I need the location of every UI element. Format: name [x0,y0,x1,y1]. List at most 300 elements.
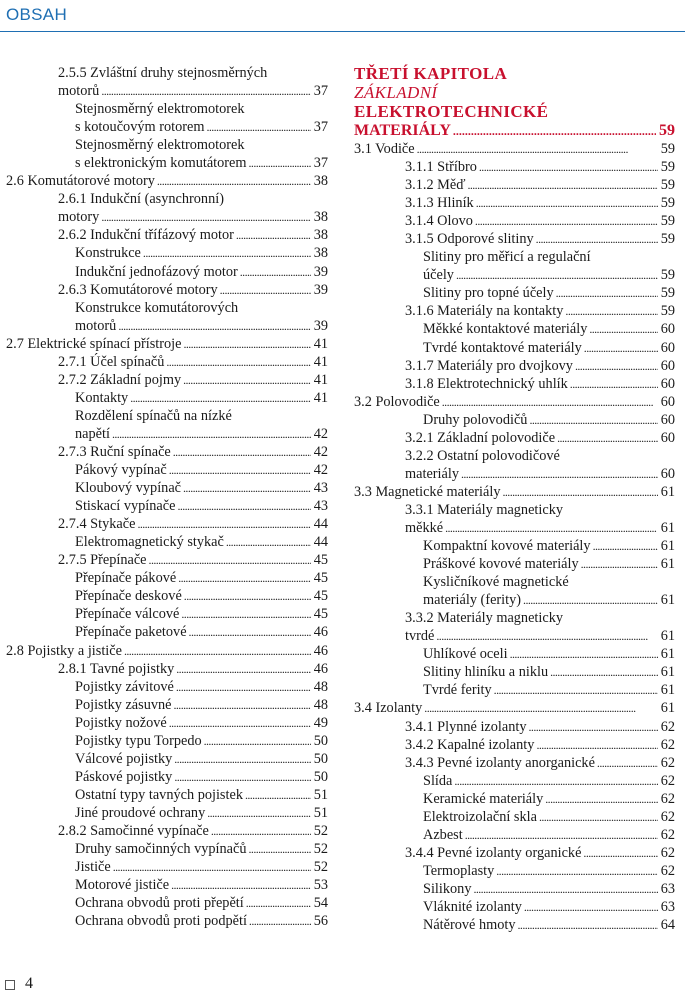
toc-entry-label: Silikony [423,880,472,897]
dot-leader [149,551,311,569]
toc-entry-label: tvrdé [405,628,435,645]
dot-leader [206,118,310,136]
toc-entry[interactable] [354,681,675,699]
dot-leader [524,898,658,916]
toc-entry-label: 3.2.1 Základní polovodiče [405,429,556,446]
toc-entry-label: 3.1.3 Hliník [405,195,474,212]
dot-leader [461,465,658,483]
toc-page-number: 62 [660,844,675,861]
toc-entry[interactable] [354,754,675,772]
dot-leader [473,880,657,898]
toc-entry[interactable] [354,898,675,916]
dot-leader [589,320,657,338]
toc-entry-label: Válcové pojistky [75,750,173,767]
dot-leader [189,623,311,641]
dot-leader [557,429,658,447]
toc-page-number: 43 [313,498,328,515]
dot-leader [529,411,657,429]
toc-page-number: 61 [660,483,675,500]
toc-page-number: 44 [313,534,328,551]
dot-leader [169,461,311,479]
toc-page-number: 50 [313,768,328,785]
toc-entry[interactable] [6,858,328,876]
toc-page-number: 52 [313,822,328,839]
dot-leader [113,858,311,876]
header-rule [0,31,685,32]
dot-leader [183,371,311,389]
toc-entry-label: Pojistky závitové [75,678,174,695]
toc-entry[interactable] [6,912,328,930]
dot-leader [178,569,310,587]
toc-page-number: 37 [313,155,328,172]
toc-entry[interactable] [6,894,328,912]
dot-leader [211,822,311,840]
dot-leader [476,194,658,212]
toc-page-number: 60 [660,321,675,338]
toc-page-number: 46 [313,660,328,677]
dot-leader [539,808,658,826]
toc-entry[interactable] [354,880,675,898]
toc-entry[interactable] [6,515,328,533]
toc-page-number: 60 [660,393,675,410]
toc-entry-label: motorů [75,317,117,334]
toc-entry[interactable] [354,158,675,176]
dot-leader [173,443,311,461]
toc-entry[interactable] [354,699,675,717]
toc-entry[interactable] [354,591,675,609]
toc-entry[interactable] [354,248,675,266]
toc-entry[interactable] [354,176,675,194]
toc-entry-label: 2.7.4 Stykače [58,516,136,533]
dot-leader [510,645,658,663]
toc-entry-label: Elektroizolační skla [423,808,537,825]
toc-entry[interactable] [6,136,328,154]
dot-leader [575,357,658,375]
toc-page-number: 43 [313,480,328,497]
toc-entry[interactable] [354,320,675,338]
toc-entry-label: 2.8 Pojistky a jističe [6,642,122,659]
page-number: 4 [25,975,33,992]
toc-entry-label: Stejnosměrný elektromotorek [75,137,245,154]
toc-entry[interactable] [354,808,675,826]
toc-page-number: 59 [660,213,675,230]
dot-leader [166,353,310,371]
toc-entry-label: 3.4.2 Kapalné izolanty [405,736,535,753]
toc-entry-label: Vláknité izolanty [423,898,522,915]
dot-leader [467,176,657,194]
toc-entry[interactable] [6,407,328,425]
dot-leader [465,826,658,844]
toc-entry-label: 3.1.5 Odporové slitiny [405,231,534,248]
toc-entry[interactable] [6,587,328,605]
toc-entry-label: 3.2.2 Ostatní polovodičové [405,447,560,464]
toc-entry[interactable] [6,750,328,768]
toc-entry[interactable] [6,623,328,641]
dot-leader [112,425,311,443]
dot-leader [565,302,657,320]
toc-entry-label: Indukční jednofázový motor [75,263,238,280]
toc-entry-label: Termoplasty [423,862,495,879]
toc-entry[interactable] [6,678,328,696]
toc-page-number: 51 [313,786,328,803]
toc-entry[interactable] [6,569,328,587]
footer-square-icon [5,980,15,990]
toc-entry[interactable] [6,461,328,479]
chapter-title-line: TŘETÍ KAPITOLA [354,64,508,83]
toc-page-number: 45 [313,606,328,623]
toc-entry-label: Druhy samočinných vypínačů [75,841,247,858]
dot-leader [550,663,658,681]
dot-leader [101,82,310,100]
toc-page-number: 38 [313,209,328,226]
dot-leader [169,714,311,732]
toc-page-number: 59 [660,159,675,176]
toc-entry[interactable] [6,443,328,461]
toc-entry-label: měkké [405,519,444,536]
dot-leader [536,230,658,248]
toc-page-number: 46 [313,624,328,641]
toc-entry-label: Jističe [75,859,111,876]
toc-entry[interactable] [354,357,675,375]
toc-entry[interactable] [6,317,328,335]
chapter-title-line: ZÁKLADNÍ [354,83,438,102]
toc-page-number: 39 [313,281,328,298]
toc-page-number: 61 [660,592,675,609]
toc-page-number: 62 [660,718,675,735]
page-header [0,0,685,33]
dot-leader [207,804,310,822]
toc-page-number: 59 [660,303,675,320]
toc-page-number: 61 [660,664,675,681]
toc-entry-label: Pojistky typu Torpedo [75,732,202,749]
toc-page-number: 41 [313,335,328,352]
toc-entry[interactable] [354,645,675,663]
toc-page-number: 42 [313,425,328,442]
toc-entry[interactable] [354,266,675,284]
dot-leader [518,916,658,934]
dot-leader [174,768,310,786]
toc-page-number: 41 [313,371,328,388]
toc-entry[interactable] [354,663,675,681]
toc-right-entries [354,140,675,934]
toc-entry-label: Slitiny pro topné účely [423,285,554,302]
toc-entry-label: Přepínače pákové [75,570,177,587]
dot-leader [124,642,311,660]
toc-page-number: 60 [660,465,675,482]
toc-entry[interactable] [6,244,328,262]
toc-entry[interactable] [354,212,675,230]
toc-entry-label: Slída [423,772,453,789]
toc-entry-label: 3.3.1 Materiály magneticky [405,501,564,518]
toc-entry[interactable] [354,465,675,483]
dot-leader [593,537,658,555]
toc-entry-label: motory [58,209,100,226]
dot-leader [249,840,311,858]
toc-entry-label: Stejnosměrný elektromotorek [75,101,245,118]
toc-entry-label: 3.2 Polovodiče [354,393,440,410]
toc-entry-label: 3.1.4 Olovo [405,213,473,230]
toc-page-number: 61 [660,646,675,663]
toc-entry-label: Pojistky nožové [75,714,167,731]
toc-page-number: 60 [660,357,675,374]
toc-entry-label: Elektromagnetický stykač [75,534,224,551]
dot-leader [584,339,658,357]
dot-leader [479,158,658,176]
dot-leader [176,678,311,696]
toc-entry[interactable] [6,876,328,894]
dot-leader [183,479,311,497]
toc-page-number: 38 [313,227,328,244]
toc-entry-label: Jiné proudové ochrany [75,804,206,821]
toc-page-number: 45 [313,552,328,569]
chapter-page-number: 59 [659,122,675,139]
toc-page-number: 62 [660,754,675,771]
dot-leader [581,555,658,573]
toc-entry[interactable] [6,786,328,804]
toc-entry[interactable] [6,353,328,371]
toc-entry[interactable] [354,429,675,447]
dot-leader [556,284,658,302]
dot-leader [143,244,311,262]
dot-leader [417,140,658,158]
dot-leader [181,605,310,623]
toc-entry-label: motorů [58,83,100,100]
toc-page-number: 61 [660,519,675,536]
toc-entry[interactable] [354,411,675,429]
toc-entry-label: Kontakty [75,389,129,406]
toc-entry-label: 2.7.5 Přepínače [58,552,147,569]
dot-leader [536,736,657,754]
toc-entry-label: Stiskací vypínače [75,498,176,515]
toc-entry[interactable] [354,230,675,248]
dot-leader [523,591,658,609]
toc-page-number: 60 [660,429,675,446]
toc-entry-label: 3.4 Izolanty [354,700,423,717]
toc-entry[interactable] [6,118,328,136]
toc-page-number: 62 [660,862,675,879]
toc-entry[interactable] [354,375,675,393]
toc-entry[interactable] [354,844,675,862]
toc-entry-label: 3.4.1 Plynné izolanty [405,718,527,735]
toc-entry-label: 2.8.1 Tavné pojistky [58,660,175,677]
toc-entry[interactable] [6,389,328,407]
chapter-heading [354,64,675,140]
toc-page-number: 42 [313,443,328,460]
toc-page-number: 61 [660,628,675,645]
dot-leader [183,335,310,353]
toc-entry-label: Ochrana obvodů proti podpětí [75,913,247,930]
dot-leader [249,912,311,930]
toc-entry-label: Ochrana obvodů proti přepětí [75,895,244,912]
dot-leader [529,718,658,736]
toc-entry[interactable] [6,172,328,190]
toc-entry-label: 2.8.2 Samočinné vypínače [58,822,209,839]
toc-entry-label: materiály [405,465,459,482]
dot-leader [545,790,657,808]
toc-entry[interactable] [6,804,328,822]
dot-leader [177,497,310,515]
toc-entry[interactable] [6,263,328,281]
toc-entry[interactable] [354,609,675,627]
toc-entry[interactable] [6,64,328,82]
toc-entry-label: s kotoučovým rotorem [75,119,205,136]
toc-entry-label: Měkké kontaktové materiály [423,321,588,338]
dot-leader [445,519,658,537]
toc-page-number: 59 [660,195,675,212]
toc-entry[interactable] [354,501,675,519]
dot-leader [475,212,658,230]
toc-entry[interactable] [6,768,328,786]
toc-entry-label: 3.1.6 Materiály na kontakty [405,303,564,320]
toc-entry[interactable] [354,483,675,501]
toc-page-number: 53 [313,877,328,894]
toc-entry[interactable] [6,82,328,100]
toc-entry[interactable] [354,393,675,411]
toc-entry[interactable] [354,790,675,808]
toc-entry[interactable] [354,826,675,844]
toc-page-number: 48 [313,696,328,713]
toc-page-number: 59 [660,285,675,302]
toc-entry-label: Kysličníkové magnetické [423,574,569,591]
toc-entry-label: Slitiny pro měřicí a regulační [423,249,591,266]
toc-page-number: 62 [660,808,675,825]
dot-leader [137,515,310,533]
toc-entry[interactable] [354,718,675,736]
toc-entry[interactable] [6,479,328,497]
dot-leader [456,266,658,284]
toc-entry-label: 2.6 Komutátorové motory [6,173,155,190]
toc-entry[interactable] [6,425,328,443]
toc-entry[interactable] [6,190,328,208]
toc-entry[interactable] [354,447,675,465]
dot-leader [246,894,311,912]
toc-entry[interactable] [6,605,328,623]
toc-entry[interactable] [6,660,328,678]
toc-entry[interactable] [354,302,675,320]
toc-page-number: 45 [313,588,328,605]
toc-entry-label: 3.4.4 Pevné izolanty organické [405,844,582,861]
toc-entry-label: 3.1.2 Měď [405,177,466,194]
toc-entry-label: Kompaktní kovové materiály [423,538,591,555]
toc-entry[interactable] [6,732,328,750]
toc-entry[interactable] [6,714,328,732]
toc-entry[interactable] [6,533,328,551]
toc-entry[interactable] [6,822,328,840]
toc-entry-label: 2.6.1 Indukční (asynchronní) [58,191,224,208]
dot-leader [597,754,658,772]
toc-entry[interactable] [6,208,328,226]
toc-entry-label: 2.5.5 Zvláštní druhy stejnosměrných [58,65,268,81]
dot-leader [101,208,310,226]
toc-page-number: 48 [313,678,328,695]
toc-entry-label: 3.1 Vodiče [354,141,415,157]
toc-entry-label: 2.7.1 Účel spínačů [58,353,165,370]
toc-entry[interactable] [6,100,328,118]
dot-leader [176,660,310,678]
dot-leader [204,732,311,750]
toc-entry-label: Práškové kovové materiály [423,556,579,573]
dot-leader [454,772,657,790]
toc-page-number: 54 [313,895,328,912]
toc-entry[interactable] [6,154,328,172]
toc-entry-label: Přepínače deskové [75,588,182,605]
toc-entry[interactable] [6,371,328,389]
toc-entry[interactable] [354,339,675,357]
toc-entry[interactable] [6,226,328,244]
toc-entry-label: Přepínače paketové [75,624,187,641]
toc-page-number: 59 [660,141,675,157]
dot-leader [130,389,310,407]
toc-entry-label: 2.6.3 Komutátorové motory [58,281,218,298]
chapter-entry[interactable] [354,121,675,140]
toc-entry[interactable] [354,194,675,212]
toc-entry-label: Motorové jističe [75,877,170,894]
toc-entry[interactable] [354,736,675,754]
toc-page-number: 64 [660,917,675,934]
dot-leader [424,699,657,717]
toc-entry[interactable] [354,140,675,158]
toc-entry[interactable] [6,840,328,858]
toc-page-number: 60 [660,375,675,392]
toc-entry[interactable] [6,696,328,714]
toc-page-number: 63 [660,880,675,897]
toc-page-number: 63 [660,898,675,915]
toc-entry[interactable] [6,335,328,353]
dot-leader [583,844,657,862]
toc-page-number: 60 [660,339,675,356]
toc-entry[interactable] [6,497,328,515]
header-title: OBSAH [6,5,68,24]
toc-entry-label: 3.1.8 Elektrotechnický uhlík [405,375,568,392]
dot-leader [236,226,311,244]
toc-page-number: 38 [313,245,328,262]
toc-entry-label: Rozdělení spínačů na nízké [75,407,232,424]
toc-page-number: 56 [313,913,328,930]
dot-leader [118,317,310,335]
toc-page-number: 37 [313,83,328,100]
toc-entry[interactable] [6,551,328,569]
toc-entry[interactable] [354,519,675,537]
dot-leader [171,876,311,894]
toc-entry[interactable] [354,284,675,302]
toc-entry[interactable] [354,573,675,591]
toc-page-number: 59 [660,231,675,248]
chapter-title-line: MATERIÁLY [354,122,451,139]
toc-page-number: 42 [313,462,328,479]
dot-leader [226,533,311,551]
toc-entry-label: Ostatní typy tavných pojistek [75,786,243,803]
toc-entry-label: materiály (ferity) [423,592,522,609]
toc-page-number: 51 [313,804,328,821]
toc-entry[interactable] [354,555,675,573]
toc-page-number: 39 [313,263,328,280]
toc-entry-label: 2.7.3 Ruční spínače [58,443,171,460]
toc-entry[interactable] [6,299,328,317]
toc-entry-label: Pojistky zásuvné [75,696,172,713]
toc-entry[interactable] [354,916,675,934]
toc-entry[interactable] [354,627,675,645]
toc-entry[interactable] [6,281,328,299]
toc-page-number: 59 [660,177,675,194]
toc-entry[interactable] [354,537,675,555]
toc-entry[interactable] [354,862,675,880]
toc-entry[interactable] [6,642,328,660]
dot-leader [220,281,311,299]
toc-entry-label: 3.1.7 Materiály pro dvojkovy [405,357,573,374]
dot-leader [436,627,657,645]
toc-page-number: 41 [313,389,328,406]
toc-entry[interactable] [354,772,675,790]
